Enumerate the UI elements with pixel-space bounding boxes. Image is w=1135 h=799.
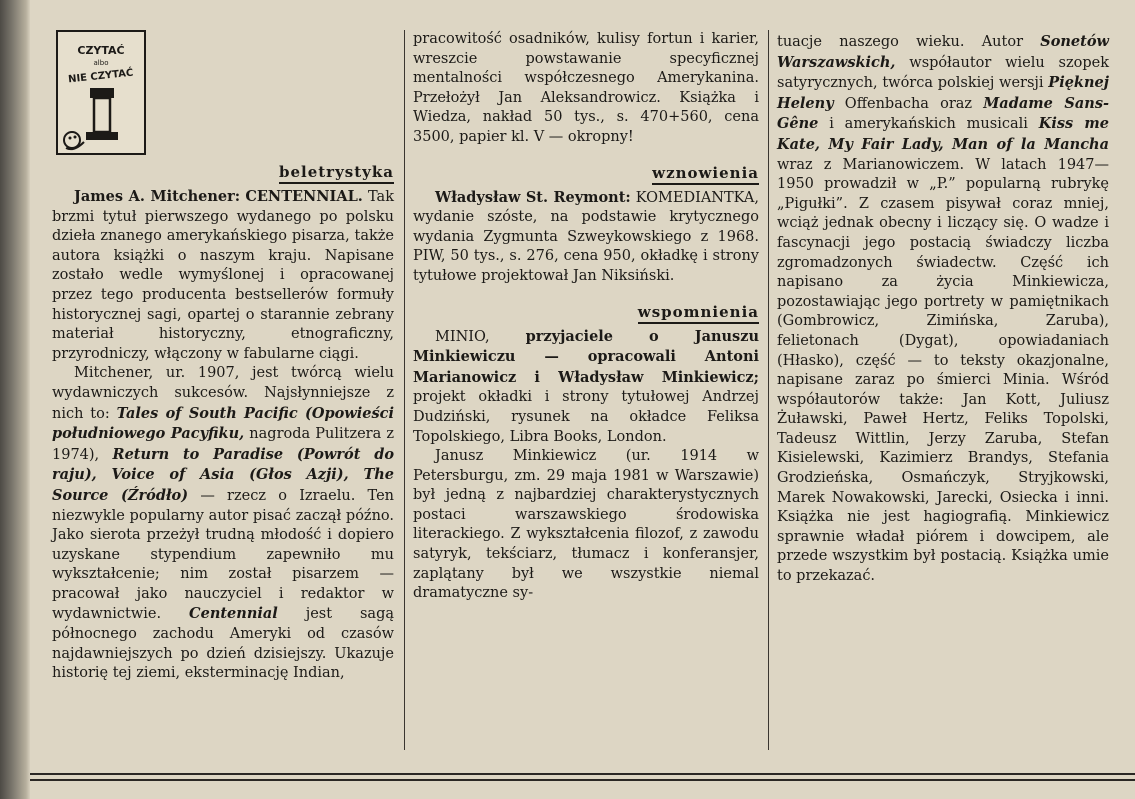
page-rule: [30, 779, 1135, 781]
article-paragraph: Władysław St. Reymont: KOMEDIANTKA, wydanie szóste, na podstawie krytycznego wydania Zygmunta Szweykowskiego z 1968. PIW, 50 tys., s. 276, cena 950, okładkę i strony tytułowe projektował Jan Niksiński.: [413, 188, 759, 284]
column-3: [777, 32, 1109, 587]
reader-figure-icon: [56, 30, 146, 155]
column-2: [413, 30, 759, 604]
article-paragraph: Mitchener, ur. 1907, jest twórcą wielu wydawniczych sukcesów. Najsłynniejsze z nich to: Tales of South Pacific (Opowieści południowego Pacyfiku, nagroda Pulitzera z 1974), Return to Paradise (Powrót do raju), Voice of Asia (Głos Azji), The Source (Źródło) — rzecz o Izraelu. Ten niezwykle popularny autor pisać zaczął późno. Jako sierota przeżył trudną młodość i dopiero uzyskane stypendium zapewniło mu wykształcenie; nim został pisarzem — pracował jako nauczyciel i redaktor w wydawnictwie. Centennial jest sagą północnego zachodu Ameryki od czasów najdawniejszych po dzień dzisiejszy. Ukazuje historię tej ziemi, eksterminację Indian,: [52, 365, 395, 682]
section-heading-wspomnienia: wspomnienia: [413, 301, 759, 323]
article-paragraph: Janusz Minkiewicz (ur. 1914 w Petersburgu, zm. 29 maja 1981 w Warszawie) był jedną z najbardziej charakterystycznych postaci warszawskiego środowiska literackiego. Z wykształcenia filozof, z zawodu satyryk, tekściarz, tłumacz i konferansjer, zaplątany był we wszystkie niemal dramatyczne sy-: [413, 448, 759, 602]
svg-text:albo: albo: [93, 59, 109, 67]
column-logo: [56, 30, 146, 155]
article-paragraph: pracowitość osadników, kulisy fortun i karier, wreszcie powstawanie specyficznej mentalności współczesnego Amerykanina. Przełożył Jan Aleksandrowicz. Książka i Wiedza, nakład 50 tys., s. 470+560, cena 3500, papier kl. V — okropny!: [413, 31, 759, 145]
column-divider: [768, 30, 769, 750]
column-divider: [404, 30, 405, 750]
article-paragraph: tuacje naszego wieku. Autor Sonetów Warszawskich, współautor wielu szopek satyrycznych, twórca polskiej wersji Pięknej Heleny Offenbacha oraz Madame Sans-Gêne i amerykańskich musicali Kiss me Kate, My Fair Lady, Man of la Mancha wraz z Marianowiczem. W latach 1947—1950 prowadził w „P.” popularną rubrykę „Pigułki”. Z czasem pisywał coraz mniej, wciąż jednak obecny i liczący się. O wadze i fascynacji jego postacią świadczy liczba zgromadzonych świadectw. Część ich napisano za życia Minkiewicza, pozostawiając jego portrety w pamiętnikach (Gombrowicz, Zimińska, Zaruba), felietonach (Dygat), opowiadaniach (Hłasko), część — to teksty okazjonalne, napisane zaraz po śmierci Minia. Wśród współautorów także: Jan Kott, Juliusz Żuławski, Paweł Hertz, Feliks Topolski, Tadeusz Wittlin, Jerzy Zaruba, Stefan Kisielewski, Kazimierz Brandys, Stefania Grodzieńska, Osmańczyk, Stryjkowski, Marek Nowakowski, Jarecki, Osiecka i inni. Książka nie jest hagiografią. Minkiewicz sprawnie władał piórem i dowcipem, ale przede wszystkim był postacią. Książka umie to przekazać.: [777, 33, 1109, 585]
page-rule: [30, 773, 1135, 775]
article-paragraph: MINIO, przyjaciele o Januszu Minkiewiczu — opracowali Antoni Marianowicz i Władysław Minkiewicz; projekt okładki i strony tytułowej Andrzej Dudziński, rysunek na okładce Feliksa Topolskiego, Libra Books, London.: [413, 327, 759, 445]
article-paragraph: James A. Mitchener: CENTENNIAL. Tak brzmi tytuł pierwszego wydanego po polsku dzieła znanego amerykańskiego pisarza, także autora książki o naszym kraju. Napisane zostało wedle wymyślonej i opracowanej przez tego producenta bestsellerów formuły historycznej sagi, opartej o starannie zebrany materiał historyczny, etnograficzny, przyrodniczy, włączony w fabularne ciągi.: [52, 188, 394, 362]
book-title: CENTENNIAL.: [245, 188, 363, 205]
section-heading-wznowienia: wznowienia: [413, 162, 759, 184]
section-heading-beletrystyka: beletrystyka: [52, 161, 394, 183]
column-1: [52, 30, 394, 684]
page-edge: [0, 0, 30, 799]
book-author: James A. Mitchener:: [74, 188, 241, 205]
svg-text:CZYTAĆ: CZYTAĆ: [77, 44, 125, 57]
svg-text:NIE CZYTAĆ: NIE CZYTAĆ: [67, 67, 134, 86]
